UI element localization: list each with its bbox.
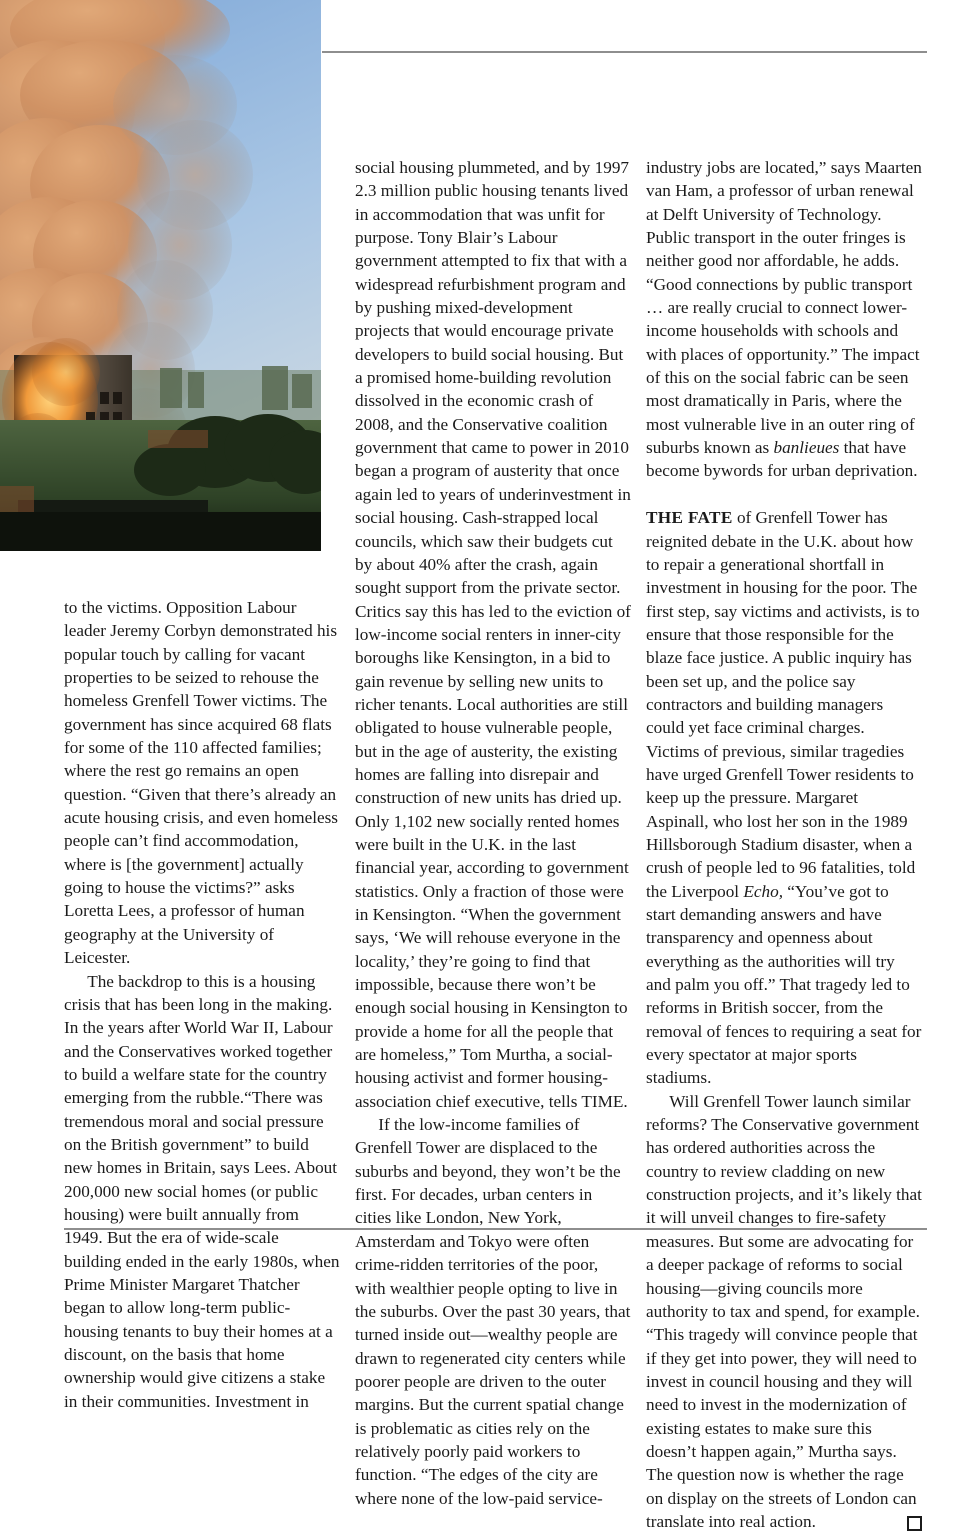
body-text: The backdrop to this is a housing crisis that has been long in the making. In the years after World War II, Labour and the Conservatives worked together to build a welfare state for the country emerging from the rubble.“There was tremendous moral and social pressure on the British government” to build new homes in Britain, says Lees. About 200,000 new social homes (or public housing) were built annually from 1949. But the era of wide-scale building ended in the early 1980s, when Prime Minister Margaret Thatcher began to allow long-term public-housing tenants to buy their homes at a discount, on the basis that home ownership would give citizens a stake in their communities. Investment in [64,971,340,1411]
body-text: of Grenfell Tower has reignited debate in the U.K. about how to repair a generational shortfall in investment in housing for the poor. The first step, say victims and activists, is to ensure that those responsible for the blaze face justice. A public inquiry has been set up, and the police say contractors and building managers could yet face criminal charges. Victims of previous, similar tragedies have urged Grenfell Tower residents to keep up the pressure. Margaret Aspinall, who lost her son in the 1989 Hillsborough Stadium disaster, when a crush of people led to 96 fatalities, told the Liverpool [646,508,920,901]
italic-text: banlieues [773,438,840,458]
article-paragraph [355,1113,631,1510]
body-text: “You’ve got to start demanding answers and have transparency and openness about everything as the authorities will try and palm you off.” That tragedy led to reforms in British soccer, from the removal of fences to requiring a seat for every spectator at major sports stadiums. [646,881,922,1088]
body-text: Will Grenfell Tower launch similar reforms? The Conservative government has ordered authorities across the country to review cladding on new construction projects, and it’s likely that it will unveil changes to fire-safety measures. But some are advocating for a deeper package of reforms to social housing—giving councils more authority to tax and spend, for example. “This tragedy will convince people that if they get into power, they will need to invest in council housing and they will need to invest in the modernization of existing estates to make sure this doesn’t happen again,” Murtha says. The question now is whether the rage on display on the streets of London can translate into real action. [646,1091,922,1531]
article-column-middle [355,156,631,1510]
article-column-left [64,596,340,1413]
grenfell-tower-fire-photograph [0,0,321,551]
article-paragraph [646,506,922,1090]
body-text: If the low-income families of Grenfell Tower are displaced to the suburbs and beyond, they won’t be the first. For decades, urban centers in cities like London, New York, Amsterdam and Tokyo were often crime-ridden territories of the poor, with wealthier people opting to live in the suburbs. Over the past 30 years, that turned inside out—wealthy people are drawn to regenerated city centers while poorer people are driven to the outer margins. But the current spatial change is problematic as cities rely on the relatively poorly paid workers to function. “The edges of the city are where none of the low-paid service- [355,1115,631,1508]
body-text: social housing plummeted, and by 1997 2.3 million public housing tenants lived in accommodation that was unfit for purpose. Tony Blair’s Labour government attempted to fix that with a widespread refurbishment program and by pushing mixed-development projects that would encourage private developers to build social housing. But a promised home-building revolution dissolved in the economic crash of 2008, and the Conservative coalition government that came to power in 2010 began a program of austerity that once again led to years of underinvestment in social housing. Cash-strapped local councils, which saw their budgets cut by about 40% after the crash, again sought support from the private sector. Critics say this has led to the eviction of low-income social renters in inner-city boroughs like Kensington, in a bid to gain revenue by selling new units to richer tenants. Local authorities are still obligated to house vulnerable people, but in the age of austerity, the existing homes are falling into disrepair and construction of new units has dried up. Only 1,102 new socially rented homes were built in the U.K. in the last financial year, according to government statistics. Only a fraction of those were in Kensington. “When the government says, ‘We will rehouse everyone in the locality,’ they’re going to find that impossible, because there won’t be enough social housing in Kensington to provide a home for all the people that are homeless,” Tom Murtha, a social-housing activist and former housing-association chief executive, tells TIME. [355,158,631,1111]
body-text: industry jobs are located,” says Maarten van Ham, a professor of urban renewal at Delft University of Technology. Public transport in the outer fringes is neither good nor affordable, he adds. “Good connections by public transport … are really crucial to connect lower-income households with schools and with places of opportunity.” The impact of this on the social fabric can be seen most dramatically in Paris, where the most vulnerable live in an outer ring of suburbs known as [646,158,922,458]
article-paragraph [64,596,340,970]
italic-text: Echo, [743,881,783,901]
body-text: to the victims. Opposition Labour leader Jeremy Corbyn demonstrated his popular touch by calling for vacant properties to be seized to rehouse the homeless Grenfell Tower victims. The government has since acquired 68 flats for some of the 110 affected families; where the rest go remains an open question. “Given that there’s already an acute housing crisis, and even homeless people can’t find accommodation, where is [the government] actually going to house the victims?” asks Loretta Lees, a professor of human geography at the University of Leicester. [64,598,338,968]
article-paragraph [646,1090,922,1533]
article-column-right [646,156,922,1533]
article-paragraph [355,156,631,1113]
section-lead-in: THE FATE [646,508,733,528]
body-text: that have become bywords for urban deprivation. [646,438,918,481]
photo-artwork [0,0,321,551]
end-of-article-mark [907,1516,922,1531]
article-paragraph [64,970,340,1414]
article-paragraph [646,156,922,483]
top-horizontal-rule [322,51,927,53]
